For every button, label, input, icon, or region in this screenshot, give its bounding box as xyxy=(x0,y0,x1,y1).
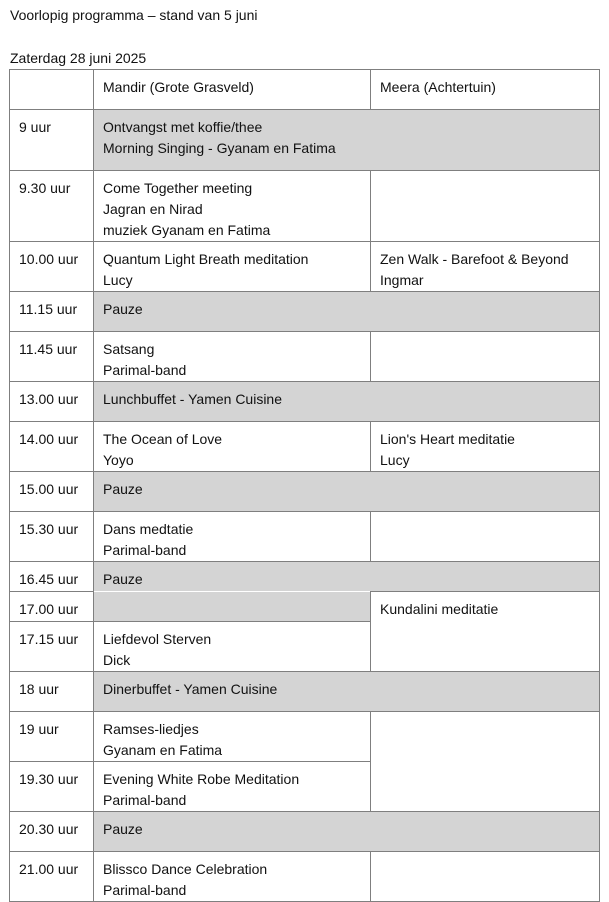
event-title: Pauze xyxy=(103,481,143,497)
event-title: Kundalini meditatie xyxy=(380,601,499,617)
event-host: Ingmar xyxy=(380,272,424,288)
event-title: Pauze xyxy=(103,821,143,837)
table-row xyxy=(10,292,600,332)
page-title: Voorlopig programma – stand van 5 juni xyxy=(10,7,258,23)
table-row xyxy=(10,512,600,562)
table-row xyxy=(10,110,600,171)
mandir-event-cell xyxy=(94,592,371,622)
meera-event-cell xyxy=(371,332,600,382)
time-cell: 19 uur xyxy=(10,712,94,762)
shared-event-cell xyxy=(94,110,600,171)
event-host: Lucy xyxy=(380,452,410,468)
time-cell: 15.30 uur xyxy=(10,512,94,562)
meera-event-cell xyxy=(371,171,600,242)
mandir-event-cell xyxy=(94,712,371,762)
table-row xyxy=(10,382,600,422)
time-cell: 10.00 uur xyxy=(10,242,94,292)
time-cell: 17.15 uur xyxy=(10,622,94,672)
table-row xyxy=(10,242,600,292)
event-host: Morning Singing - Gyanam en Fatima xyxy=(103,140,336,156)
event-host: Yoyo xyxy=(103,452,134,468)
event-title: Satsang xyxy=(103,341,155,357)
event-title: Lion's Heart meditatie xyxy=(380,431,515,447)
table-row xyxy=(10,712,600,762)
shared-event-cell xyxy=(94,472,600,512)
event-title: Blissco Dance Celebration xyxy=(103,861,268,877)
time-cell: 20.30 uur xyxy=(10,812,94,852)
table-row xyxy=(10,422,600,472)
time-cell: 9.30 uur xyxy=(10,171,94,242)
event-host: Parimal-band xyxy=(103,882,187,898)
schedule-table xyxy=(9,69,600,902)
time-cell: 9 uur xyxy=(10,110,94,171)
time-cell: 11.45 uur xyxy=(10,332,94,382)
mandir-event-cell xyxy=(94,242,371,292)
event-title: Lunchbuffet - Yamen Cuisine xyxy=(103,391,283,407)
mandir-event-cell xyxy=(94,852,371,902)
event-host: Dick xyxy=(103,652,131,668)
event-host: Gyanam en Fatima xyxy=(103,742,223,758)
table-row xyxy=(10,171,600,242)
event-host: Parimal-band xyxy=(103,542,187,558)
event-title: Dans medtatie xyxy=(103,521,194,537)
meera-event-cell xyxy=(371,852,600,902)
meera-event-cell xyxy=(371,592,600,672)
event-title: Evening White Robe Meditation xyxy=(103,771,300,787)
table-row xyxy=(10,592,600,622)
event-host: muziek Gyanam en Fatima xyxy=(103,222,271,238)
table-row xyxy=(10,672,600,712)
meera-event-cell xyxy=(371,242,600,292)
time-cell: 16.45 uur xyxy=(10,562,94,592)
event-title: Dinerbuffet - Yamen Cuisine xyxy=(103,681,278,697)
event-title: Ontvangst met koffie/thee xyxy=(103,119,263,135)
table-row xyxy=(10,472,600,512)
mandir-event-cell xyxy=(94,512,371,562)
table-row xyxy=(10,812,600,852)
meera-column-header: Meera (Achtertuin) xyxy=(371,70,600,110)
time-cell: 14.00 uur xyxy=(10,422,94,472)
shared-event-cell xyxy=(94,292,600,332)
shared-event-cell xyxy=(94,382,600,422)
time-cell: 11.15 uur xyxy=(10,292,94,332)
event-title: Pauze xyxy=(103,301,143,317)
table-row xyxy=(10,562,600,592)
time-cell: 18 uur xyxy=(10,672,94,712)
meera-event-cell xyxy=(371,512,600,562)
event-title: Pauze xyxy=(103,571,143,587)
event-title: The Ocean of Love xyxy=(103,431,223,447)
event-host: Parimal-band xyxy=(103,362,187,378)
time-cell: 21.00 uur xyxy=(10,852,94,902)
mandir-event-cell xyxy=(94,171,371,242)
time-cell: 13.00 uur xyxy=(10,382,94,422)
event-title: Come Together meeting xyxy=(103,180,253,196)
meera-event-cell xyxy=(371,422,600,472)
shared-event-cell xyxy=(94,562,600,592)
header-row xyxy=(10,70,600,110)
event-host: Parimal-band xyxy=(103,792,187,808)
mandir-event-cell xyxy=(94,332,371,382)
event-title: Liefdevol Sterven xyxy=(103,631,212,647)
time-cell: 19.30 uur xyxy=(10,762,94,812)
mandir-event-cell xyxy=(94,762,371,812)
time-column-header xyxy=(10,70,94,110)
event-title: Zen Walk - Barefoot & Beyond xyxy=(380,251,569,267)
table-row xyxy=(10,852,600,902)
table-row xyxy=(10,332,600,382)
mandir-event-cell xyxy=(94,422,371,472)
time-cell: 17.00 uur xyxy=(10,592,94,622)
event-host: Lucy xyxy=(103,272,133,288)
event-title: Ramses-liedjes xyxy=(103,721,199,737)
meera-event-cell xyxy=(371,712,600,812)
shared-event-cell xyxy=(94,672,600,712)
date-heading: Zaterdag 28 juni 2025 xyxy=(10,50,147,66)
time-cell: 15.00 uur xyxy=(10,472,94,512)
event-title: Quantum Light Breath meditation xyxy=(103,251,309,267)
mandir-event-cell xyxy=(94,622,371,672)
mandir-column-header: Mandir (Grote Grasveld) xyxy=(94,70,371,110)
event-host: Jagran en Nirad xyxy=(103,201,203,217)
shared-event-cell xyxy=(94,812,600,852)
